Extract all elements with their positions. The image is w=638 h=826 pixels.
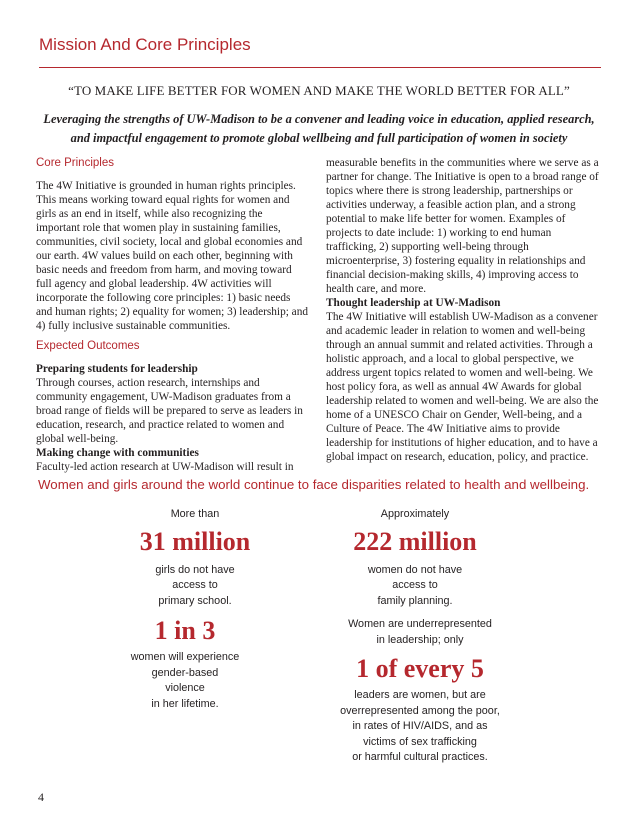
preparing-students-text: Through courses, action research, internships and community engagement, UW-Madison graduates from a broad range of fields will be prepared to serve as leaders in education, research, and practice related to women and global well-being.	[36, 377, 303, 445]
stat-line: access to	[392, 579, 438, 591]
stat-value: 31 million	[139, 526, 251, 556]
stat-pre-line: Women are underrepresented	[348, 618, 492, 630]
tagline: “TO MAKE LIFE BETTER FOR WOMEN AND MAKE THE WORLD BETTER FOR ALL”	[68, 83, 570, 98]
title-divider	[39, 67, 601, 68]
stat-gender-violence	[90, 616, 280, 712]
stat-line: in her lifetime.	[151, 697, 219, 710]
stat-pre-label: More than	[170, 508, 220, 520]
core-principles-text: The 4W Initiative is grounded in human rights principles. This means working toward equal rights for women and girls as an end in itself, while also recognizing the important role that women play in sustaining families, communities, civil society, local and global economies and our earth. 4W values build on each other, beginning with basic needs and freedom from harm, and moving toward full agency and global leadership. 4W activities will incorporate the following core principles: 1) basic needs and human rights; 2) equality for women; 3) leadership; and 4) fully inclusive sustainable communities.	[36, 180, 308, 332]
making-change-title: Making change with communities	[36, 447, 199, 459]
stat-line: women will experience	[130, 651, 240, 663]
stat-line: violence	[165, 682, 205, 694]
stat-value: 1 in 3	[154, 616, 216, 645]
stat-line: girls do not have	[155, 563, 235, 576]
expected-outcomes-heading: Expected Outcomes	[36, 340, 140, 352]
stats-heading: Women and girls around the world continue to face disparities related to health and wellbeing.	[38, 477, 590, 492]
stat-line: overrepresented among the poor,	[340, 704, 500, 717]
right-column	[326, 156, 602, 464]
subheading: Leveraging the strengths of UW-Madison to be a convener and leading voice in education, applied research, and impactful engagement to promote global wellbeing and full participation of women in society	[43, 112, 595, 145]
stat-line: access to	[172, 579, 218, 591]
stat-primary-school	[100, 507, 290, 609]
stat-line: women do not have	[367, 563, 463, 576]
core-principles-heading: Core Principles	[36, 157, 114, 169]
preparing-students-title: Preparing students for leadership	[36, 363, 198, 375]
making-change-text: Faculty-led action research at UW-Madison will result in	[36, 461, 294, 473]
thought-leadership-title: Thought leadership at UW-Madison	[326, 297, 501, 309]
stat-line: in rates of HIV/AIDS, and as	[352, 720, 488, 732]
stat-line: gender-based	[151, 666, 219, 679]
stat-pre-label: Approximately	[380, 508, 450, 520]
stat-leadership	[290, 617, 550, 766]
stat-pre-line: in leadership; only	[376, 633, 464, 646]
thought-leadership-text: The 4W Initiative will establish UW-Madison as a convener and academic leader in relation to women and well-being through an annual summit and related activities. Through a holistic approach, and a local to global perspective, we address urgent topics related to women and well-being. We host policy fora, as well as annual 4W Awards for global leadership related to women and well-being. We are also the home of a UNESCO Chair on Gender, Well-being, and a Culture of Peace. The 4W Initiative aims to provide leadership for institutions of higher education, and to have a global impact on research, education, policy, and practice.	[326, 311, 599, 463]
continued-text: measurable benefits in the communities where we serve as a partner for change. The Initiative is open to a broad range of topics where there is strong leadership, partnerships or activities underway, a feasible action plan, and a strong potential to make life better for women. Examples of projects to date include: 1) working to end human trafficking, 2) supporting well-being through microenterprise, 3) fostering equality in relationships and financial decision-making skills, 4) improving access to health care, and more.	[326, 157, 599, 295]
stat-family-planning	[310, 507, 520, 609]
stat-line: family planning.	[377, 594, 453, 607]
stat-line: victims of sex trafficking	[363, 735, 477, 748]
page-title: Mission And Core Principles	[39, 35, 251, 54]
stat-value: 1 of every 5	[356, 654, 484, 683]
stat-line: primary school.	[158, 594, 232, 607]
stat-line: leaders are women, but are	[354, 689, 486, 701]
stat-value: 222 million	[353, 526, 477, 556]
stat-line: or harmful cultural practices.	[352, 751, 488, 763]
page-number: 4	[38, 790, 44, 804]
left-column	[36, 156, 308, 474]
